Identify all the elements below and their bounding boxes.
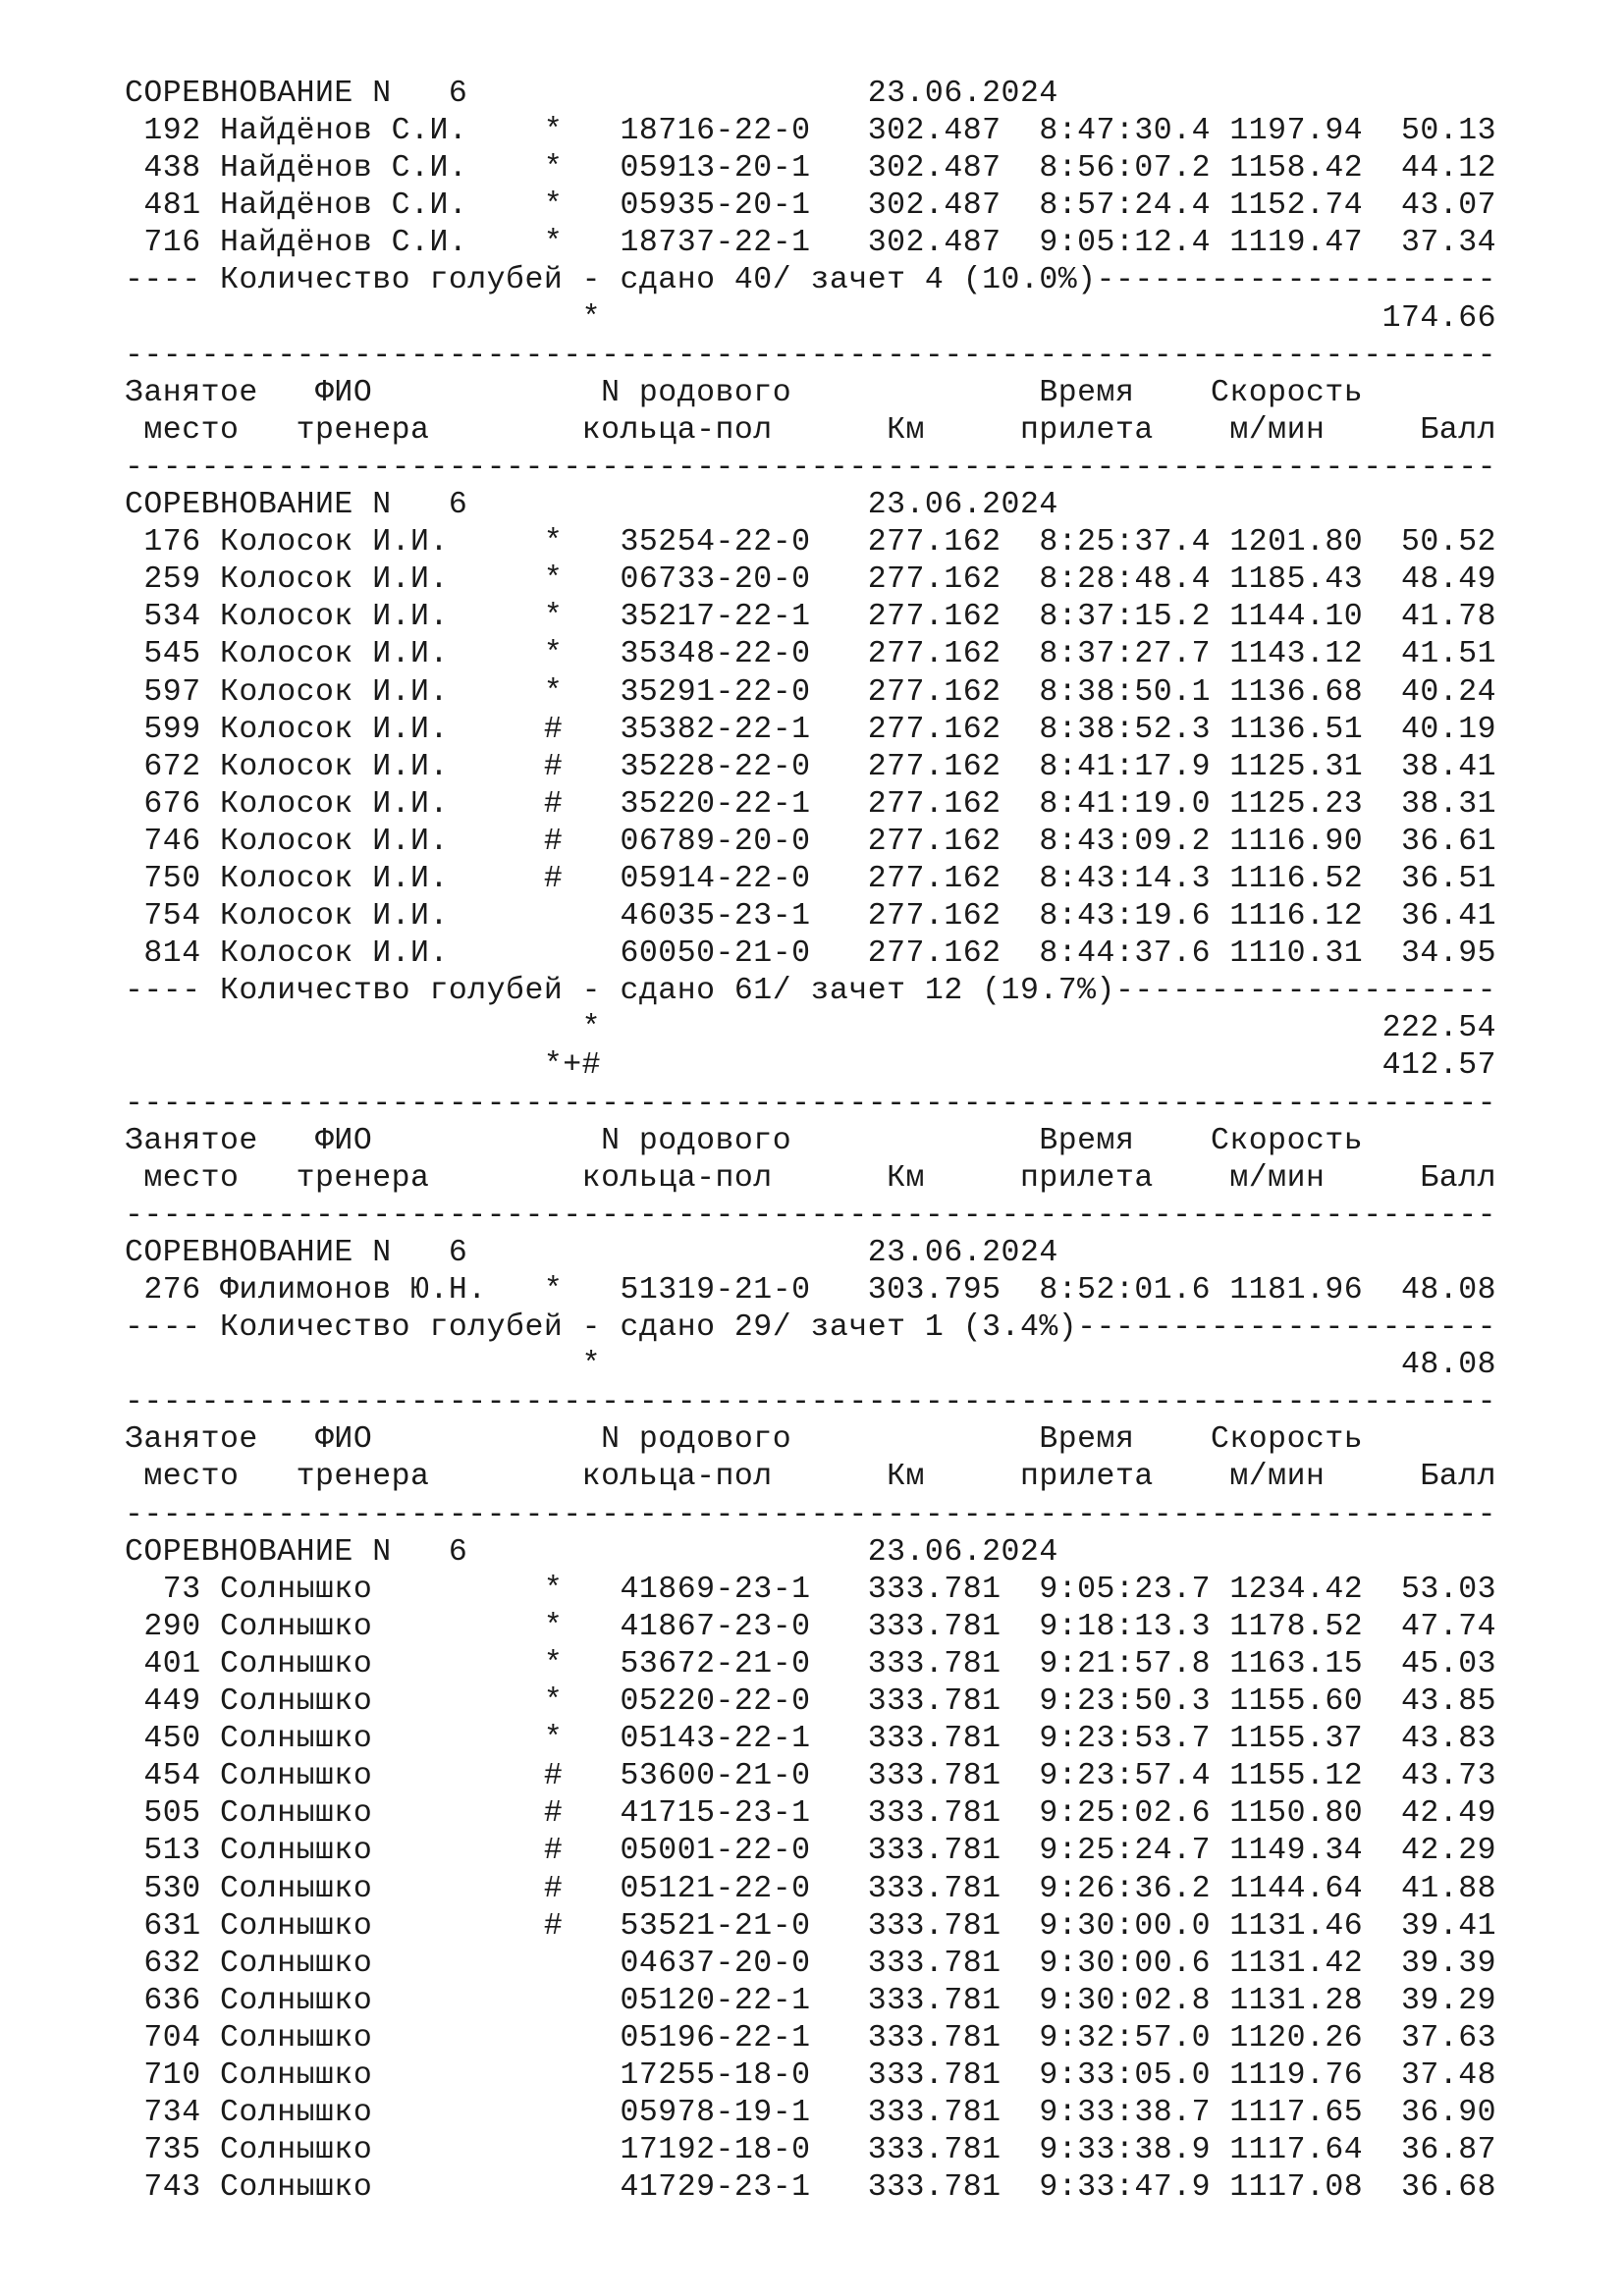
competition-title: СОРЕВНОВАНИЕ N 6 23.06.2024 bbox=[125, 1534, 1058, 1570]
result-row: 672 Колосок И.И. # 35228-22-0 277.162 8:41:17.9 1125.31 38.41 bbox=[125, 749, 1497, 784]
results-report bbox=[125, 76, 1496, 2207]
result-row: 192 Найдёнов С.И. * 18716-22-0 302.487 8:47:30.4 1197.94 50.13 bbox=[125, 114, 1497, 149]
result-row: 505 Солнышко # 41715-23-1 333.781 9:25:02.6 1150.80 42.49 bbox=[125, 1796, 1497, 1832]
result-row: 710 Солнышко 17255-18-0 333.781 9:33:05.0 1119.76 37.48 bbox=[125, 2057, 1497, 2093]
separator-rule: ------------------------------------------------------------------------ bbox=[125, 1086, 1497, 1121]
column-header-line: Занятое ФИО N родового Время Скорость bbox=[125, 1123, 1364, 1158]
result-row: 176 Колосок И.И. * 35254-22-0 277.162 8:25:37.4 1201.80 50.52 bbox=[125, 525, 1497, 561]
result-row: 636 Солнышко 05120-22-1 333.781 9:30:02.8 1131.28 39.29 bbox=[125, 1983, 1497, 2018]
result-row: 734 Солнышко 05978-19-1 333.781 9:33:38.7 1117.65 36.90 bbox=[125, 2096, 1497, 2131]
result-row: 449 Солнышко * 05220-22-0 333.781 9:23:50.3 1155.60 43.85 bbox=[125, 1684, 1497, 1720]
result-row: 814 Колосок И.И. 60050-21-0 277.162 8:44:37.6 1110.31 34.95 bbox=[125, 936, 1497, 972]
points-total: * 174.66 bbox=[125, 300, 1497, 336]
result-row: 534 Колосок И.И. * 35217-22-1 277.162 8:37:15.2 1144.10 41.78 bbox=[125, 600, 1497, 635]
separator-rule: ------------------------------------------------------------------------ bbox=[125, 338, 1497, 373]
column-header-line: место тренера кольца-пол Км прилета м/мин Балл bbox=[125, 412, 1497, 448]
points-total: *+# 412.57 bbox=[125, 1048, 1497, 1084]
result-row: 599 Колосок И.И. # 35382-22-1 277.162 8:38:52.3 1136.51 40.19 bbox=[125, 712, 1497, 747]
result-row: 276 Филимонов Ю.Н. * 51319-21-0 303.795 8:52:01.6 1181.96 48.08 bbox=[125, 1273, 1497, 1308]
competition-title: СОРЕВНОВАНИЕ N 6 23.06.2024 bbox=[125, 77, 1058, 111]
competition-title: СОРЕВНОВАНИЕ N 6 23.06.2024 bbox=[125, 1235, 1058, 1270]
result-row: 750 Колосок И.И. # 05914-22-0 277.162 8:43:14.3 1116.52 36.51 bbox=[125, 861, 1497, 896]
result-row: 450 Солнышко * 05143-22-1 333.781 9:23:53.7 1155.37 43.83 bbox=[125, 1722, 1497, 1757]
column-header-line: место тренера кольца-пол Км прилета м/мин Балл bbox=[125, 1160, 1497, 1196]
result-row: 754 Колосок И.И. 46035-23-1 277.162 8:43:19.6 1116.12 36.41 bbox=[125, 899, 1497, 934]
separator-rule: ------------------------------------------------------------------------ bbox=[125, 1385, 1497, 1420]
result-row: 259 Колосок И.И. * 06733-20-0 277.162 8:28:48.4 1185.43 48.49 bbox=[125, 562, 1497, 598]
result-row: 454 Солнышко # 53600-21-0 333.781 9:23:57.4 1155.12 43.73 bbox=[125, 1759, 1497, 1794]
result-row: 597 Колосок И.И. * 35291-22-0 277.162 8:38:50.1 1136.68 40.24 bbox=[125, 674, 1497, 710]
pigeon-count-summary: ---- Количество голубей - сдано 61/ зачет 12 (19.7%)-------------------- bbox=[125, 974, 1497, 1009]
separator-rule: ------------------------------------------------------------------------ bbox=[125, 1198, 1497, 1233]
column-header-line: Занятое ФИО N родового Время Скорость bbox=[125, 1422, 1364, 1458]
result-row: 716 Найдёнов С.И. * 18737-22-1 302.487 9:05:12.4 1119.47 37.34 bbox=[125, 226, 1497, 261]
pigeon-count-summary: ---- Количество голубей - сдано 40/ зачет 4 (10.0%)--------------------- bbox=[125, 263, 1497, 298]
points-total: * 222.54 bbox=[125, 1011, 1497, 1046]
result-row: 438 Найдёнов С.И. * 05913-20-1 302.487 8:56:07.2 1158.42 44.12 bbox=[125, 151, 1497, 187]
result-row: 704 Солнышко 05196-22-1 333.781 9:32:57.0 1120.26 37.63 bbox=[125, 2020, 1497, 2056]
result-row: 632 Солнышко 04637-20-0 333.781 9:30:00.6 1131.42 39.39 bbox=[125, 1946, 1497, 1981]
result-row: 746 Колосок И.И. # 06789-20-0 277.162 8:43:09.2 1116.90 36.61 bbox=[125, 824, 1497, 859]
result-row: 481 Найдёнов С.И. * 05935-20-1 302.487 8:57:24.4 1152.74 43.07 bbox=[125, 188, 1497, 224]
result-row: 676 Колосок И.И. # 35220-22-1 277.162 8:41:19.0 1125.23 38.31 bbox=[125, 786, 1497, 822]
result-row: 73 Солнышко * 41869-23-1 333.781 9:05:23.7 1234.42 53.03 bbox=[125, 1572, 1497, 1607]
result-row: 735 Солнышко 17192-18-0 333.781 9:33:38.9 1117.64 36.87 bbox=[125, 2133, 1497, 2168]
result-row: 530 Солнышко # 05121-22-0 333.781 9:26:36.2 1144.64 41.88 bbox=[125, 1871, 1497, 1906]
column-header-line: место тренера кольца-пол Км прилета м/мин Балл bbox=[125, 1460, 1497, 1495]
result-row: 513 Солнышко # 05001-22-0 333.781 9:25:24.7 1149.34 42.29 bbox=[125, 1834, 1497, 1869]
points-total: * 48.08 bbox=[125, 1348, 1497, 1383]
result-row: 290 Солнышко * 41867-23-0 333.781 9:18:13.3 1178.52 47.74 bbox=[125, 1609, 1497, 1644]
result-row: 631 Солнышко # 53521-21-0 333.781 9:30:00.0 1131.46 39.41 bbox=[125, 1908, 1497, 1944]
result-row: 743 Солнышко 41729-23-1 333.781 9:33:47.9 1117.08 36.68 bbox=[125, 2170, 1497, 2206]
result-row: 401 Солнышко * 53672-21-0 333.781 9:21:57.8 1163.15 45.03 bbox=[125, 1646, 1497, 1682]
pigeon-count-summary: ---- Количество голубей - сдано 29/ зачет 1 (3.4%)---------------------- bbox=[125, 1310, 1497, 1346]
separator-rule: ------------------------------------------------------------------------ bbox=[125, 450, 1497, 485]
result-row: 545 Колосок И.И. * 35348-22-0 277.162 8:37:27.7 1143.12 41.51 bbox=[125, 637, 1497, 672]
column-header-line: Занятое ФИО N родового Время Скорость bbox=[125, 375, 1364, 410]
competition-title: СОРЕВНОВАНИЕ N 6 23.06.2024 bbox=[125, 488, 1058, 523]
separator-rule: ------------------------------------------------------------------------ bbox=[125, 1497, 1497, 1532]
